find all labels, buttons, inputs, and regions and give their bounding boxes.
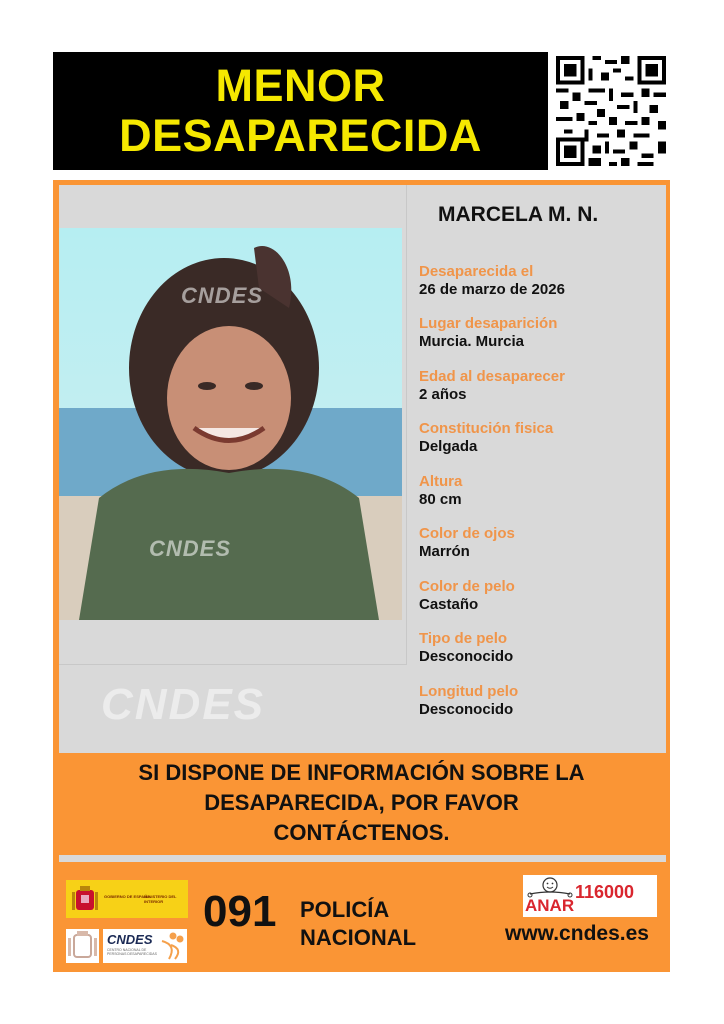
contact-line-1: SI DISPONE DE INFORMACIÓN SOBRE LA [138,760,585,785]
field-build [419,420,553,456]
anar-phone-number[interactable]: 116000 [575,882,635,902]
crest-icon [66,929,99,963]
field-value: 2 años [419,386,467,403]
cndes-logo-title: CNDES [107,932,153,947]
field-label: Color de ojos [419,525,515,542]
contact-line-2: DESAPARECIDA, POR FAVOR [204,790,519,815]
divider [59,855,666,862]
cndes-crest-logo [66,929,99,963]
poster-panel [53,180,670,972]
cndes-figures-icon [159,931,185,961]
anar-logo[interactable] [523,875,657,917]
field-label: Desaparecida el [419,263,534,280]
coat-of-arms-icon [72,884,98,914]
field-label: Tipo de pelo [419,630,508,647]
cndes-logo [103,929,187,963]
field-value: Castaño [419,596,479,613]
field-value: 80 cm [419,491,462,508]
ministerio-label: MINISTERIO DEL INTERIOR [144,894,177,904]
field-value: Desconocido [419,648,514,665]
emergency-phone-number[interactable]: 091 [203,887,277,936]
watermark-text: CNDES [181,283,264,308]
field-label: Color de pelo [419,578,515,595]
field-label: Lugar desaparición [419,315,558,332]
field-age [419,368,565,404]
field-hair-type [419,630,513,666]
field-missing-date [419,263,565,299]
field-label: Constitución fisica [419,420,554,437]
missing-person-photo [59,228,402,620]
gobierno-espana-logo [66,880,188,918]
website-link[interactable]: www.cndes.es [505,922,649,945]
field-value: 26 de marzo de 2026 [419,281,565,298]
cndes-logo-subtitle: CENTRO NACIONAL DE PERSONAS DESAPARECIDAS [107,948,157,956]
contact-message [53,758,670,848]
title-banner [53,52,548,170]
field-value: Delgada [419,438,478,455]
field-height [419,473,462,509]
title-line-1: MENOR [215,60,386,111]
contact-line-3: CONTÁCTENOS. [273,820,450,845]
details-area [59,185,666,753]
field-missing-place [419,315,557,351]
gobierno-label: GOBIERNO DE ESPAÑA [104,894,150,899]
field-hair-color [419,578,515,614]
field-label: Longitud pelo [419,683,519,700]
field-value: Desconocido [419,701,514,718]
field-hair-length [419,683,518,719]
watermark-text: CNDES [149,536,232,561]
title-line-2: DESAPARECIDA [119,110,482,161]
person-name: MARCELA M. N. [438,203,599,226]
field-value: Marrón [419,543,470,560]
field-value: Murcia. Murcia [419,333,525,350]
qr-code-icon[interactable] [552,52,670,170]
policia-line-1: POLICÍA [300,897,390,922]
policia-nacional-label [300,896,416,952]
policia-line-2: NACIONAL [300,925,417,950]
anar-name: ANAR [525,896,575,915]
photo-frame [59,185,407,665]
field-label: Altura [419,473,463,490]
field-label: Edad al desaparecer [419,368,565,385]
watermark-logo: CNDES [101,680,266,729]
field-eye-color [419,525,515,561]
